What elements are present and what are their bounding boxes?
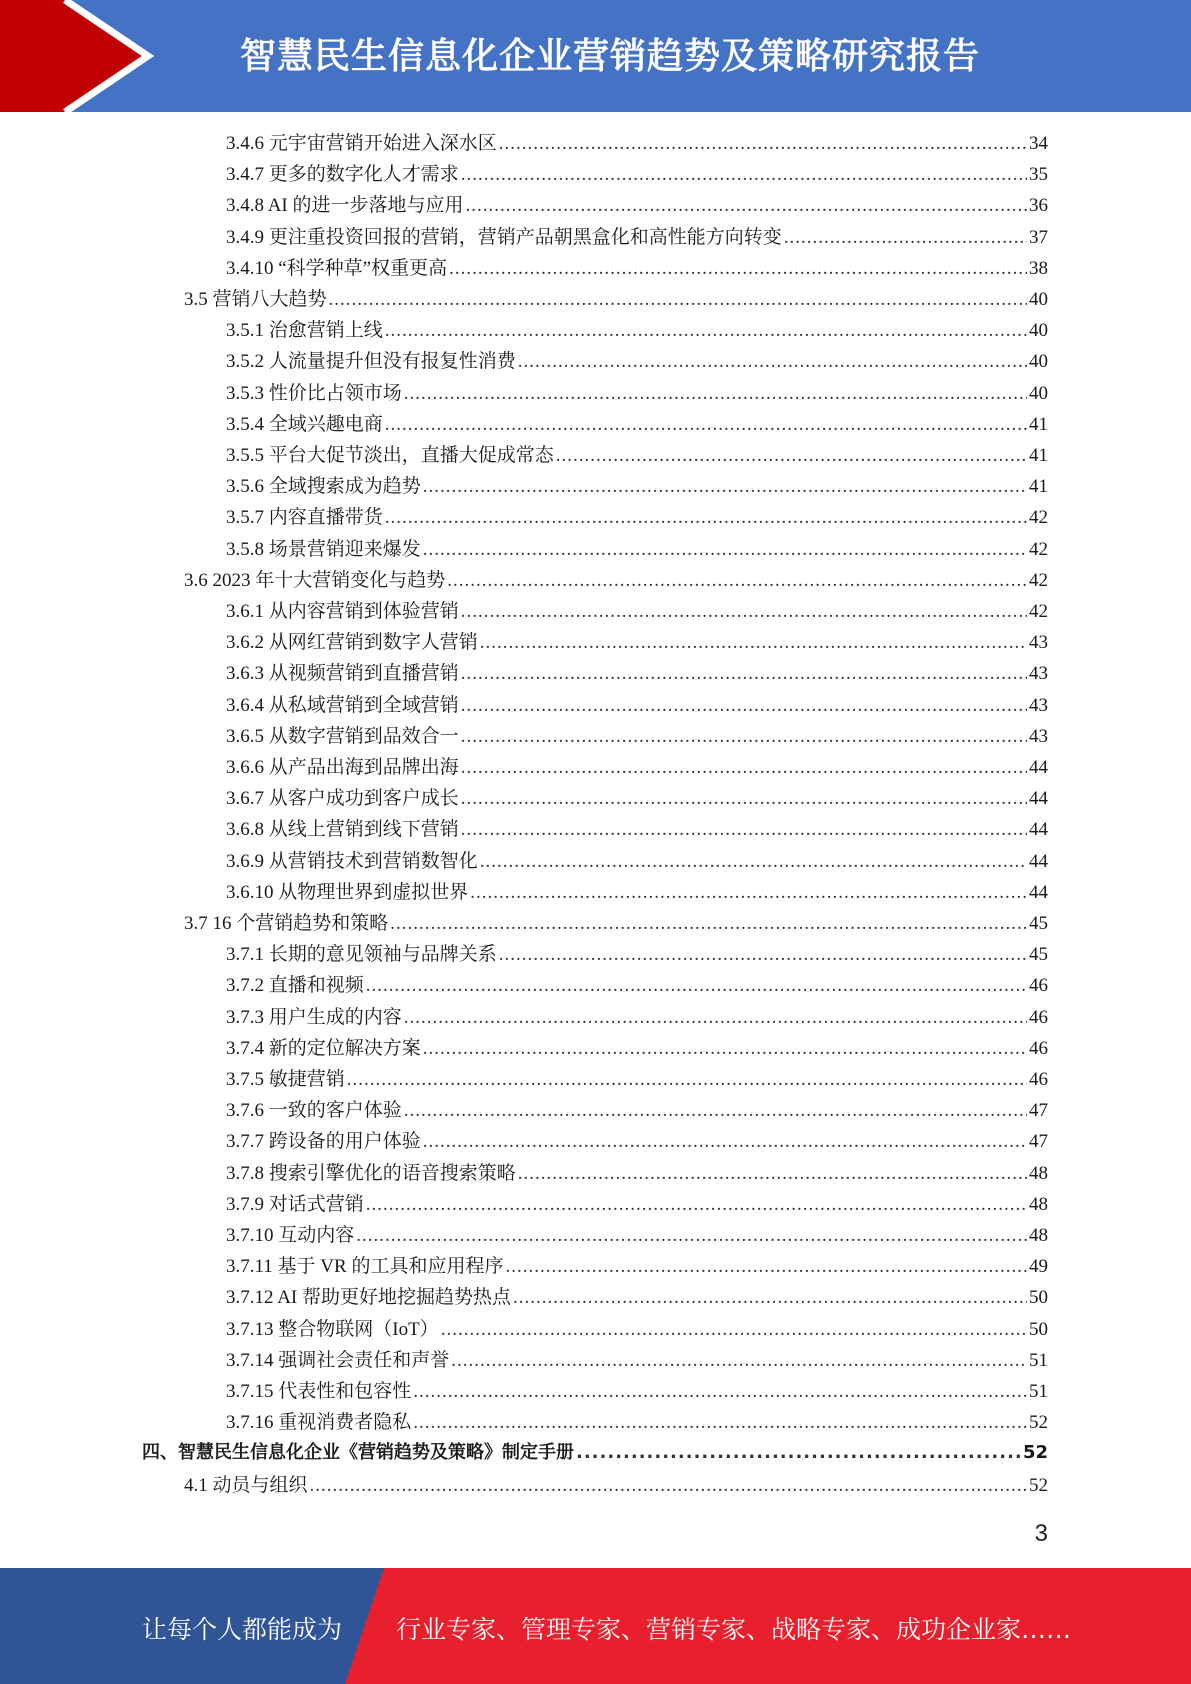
toc-dot-leader xyxy=(310,1475,1027,1497)
toc-entry-page: 40 xyxy=(1029,320,1048,342)
toc-entry[interactable] xyxy=(184,908,1048,939)
toc-entry[interactable] xyxy=(226,596,1048,627)
toc-entry-page: 43 xyxy=(1029,632,1048,654)
page-number: 3 xyxy=(1034,1520,1048,1547)
toc-entry-label: 3.7.3 用户生成的内容 xyxy=(226,1006,402,1028)
toc-entry-label: 3.7.2 直播和视频 xyxy=(226,975,364,997)
toc-entry-label: 3.5.3 性价比占领市场 xyxy=(226,382,402,404)
toc-dot-leader xyxy=(480,632,1027,654)
toc-dot-leader xyxy=(499,944,1027,966)
toc-entry[interactable] xyxy=(226,690,1048,721)
toc-entry-page: 37 xyxy=(1029,226,1048,248)
toc-entry-label: 3.7.11 基于 VR 的工具和应用程序 xyxy=(226,1256,504,1278)
toc-dot-leader xyxy=(356,1225,1027,1247)
toc-entry-label: 3.6.8 从线上营销到线下营销 xyxy=(226,819,459,841)
toc-entry[interactable] xyxy=(226,877,1048,908)
toc-entry[interactable] xyxy=(184,565,1048,596)
toc-entry[interactable] xyxy=(226,190,1048,221)
toc-entry-label: 3.7.15 代表性和包容性 xyxy=(226,1381,412,1402)
toc-entry[interactable] xyxy=(226,627,1048,658)
toc-dot-leader xyxy=(447,570,1027,592)
toc-entry-page: 44 xyxy=(1029,757,1048,778)
toc-entry[interactable] xyxy=(226,222,1048,253)
toc-dot-leader xyxy=(423,1038,1027,1060)
toc-entry-page: 41 xyxy=(1029,445,1048,466)
toc-entry-page: 45 xyxy=(1029,913,1048,934)
toc-dot-leader xyxy=(413,1412,1027,1434)
toc-entry[interactable] xyxy=(226,378,1048,409)
toc-entry-label: 3.5.6 全域搜索成为趋势 xyxy=(226,476,421,498)
toc-entry-page: 44 xyxy=(1029,788,1048,810)
toc-dot-leader xyxy=(556,445,1027,467)
toc-entry[interactable] xyxy=(226,1158,1048,1189)
toc-dot-leader xyxy=(404,383,1027,405)
toc-entry-label: 3.7.14 强调社会责任和声誉 xyxy=(226,1349,450,1371)
toc-entry-label: 3.7 16 个营销趋势和策略 xyxy=(184,913,389,934)
header-red-chevron xyxy=(0,0,148,112)
toc-entry-label: 3.6.1 从内容营销到体验营销 xyxy=(226,601,459,622)
toc-entry-page: 51 xyxy=(1029,1349,1048,1371)
header-title: 智慧民生信息化企业营销趋势及策略研究报告 xyxy=(240,36,981,77)
toc-entry[interactable] xyxy=(226,783,1048,814)
toc-entry-page: 46 xyxy=(1029,1069,1048,1090)
toc-entry[interactable] xyxy=(226,253,1048,284)
toc-dot-leader xyxy=(449,258,1027,280)
toc-entry-label: 3.6.9 从营销技术到营销数智化 xyxy=(226,850,478,872)
toc-entry[interactable] xyxy=(226,814,1048,845)
toc-entry-label: 3.6.7 从客户成功到客户成长 xyxy=(226,788,459,810)
toc-entry-label: 3.6.10 从物理世界到虚拟世界 xyxy=(226,881,469,903)
toc-entry-label: 3.7.9 对话式营销 xyxy=(226,1193,364,1215)
toc-dot-leader xyxy=(461,164,1027,186)
toc-dot-leader xyxy=(518,1163,1027,1185)
toc-dot-leader xyxy=(423,539,1027,561)
toc-entry-label: 3.5.4 全域兴趣电商 xyxy=(226,413,383,435)
toc-entry-page: 52 xyxy=(1029,1412,1048,1434)
toc-entry-page: 45 xyxy=(1029,944,1048,966)
toc-entry[interactable] xyxy=(226,1189,1048,1220)
toc-entry[interactable] xyxy=(226,1314,1048,1345)
toc-entry[interactable] xyxy=(226,1345,1048,1376)
toc-entry-page: 43 xyxy=(1029,694,1048,716)
toc-entry[interactable] xyxy=(226,1220,1048,1251)
toc-entry-label: 3.5.7 内容直播带货 xyxy=(226,507,383,529)
toc-dot-leader xyxy=(404,1100,1027,1122)
toc-entry-page: 50 xyxy=(1029,1287,1048,1309)
toc-entry-page: 42 xyxy=(1029,569,1048,591)
toc-dot-leader xyxy=(499,133,1027,155)
toc-entry-label: 3.7.5 敏捷营销 xyxy=(226,1069,345,1090)
toc-dot-leader xyxy=(576,1442,1021,1463)
toc-entry-label: 3.7.6 一致的客户体验 xyxy=(226,1100,402,1122)
toc-entry-label: 3.7.13 整合物联网（IoT） xyxy=(226,1318,439,1340)
toc-entry[interactable] xyxy=(142,1438,1048,1469)
toc-dot-leader xyxy=(480,851,1027,873)
toc-entry[interactable] xyxy=(226,752,1048,783)
toc-entry-label: 四、智慧民生信息化企业《营销趋势及策略》制定手册 xyxy=(142,1442,574,1464)
toc-entry-label: 3.4.9 更注重投资回报的营销，营销产品朝黑盒化和高性能方向转变 xyxy=(226,226,782,248)
toc-entry-page: 46 xyxy=(1029,1006,1048,1028)
toc-dot-leader xyxy=(347,1069,1027,1091)
toc-dot-leader xyxy=(784,227,1027,249)
toc-entry[interactable] xyxy=(226,1064,1048,1095)
toc-entry[interactable] xyxy=(226,315,1048,346)
toc-entry[interactable] xyxy=(226,1376,1048,1407)
toc-entry-label: 3.5.1 治愈营销上线 xyxy=(226,320,383,342)
toc-entry-page: 43 xyxy=(1029,663,1048,685)
toc-entry-page: 48 xyxy=(1029,1225,1048,1246)
toc-entry-page: 46 xyxy=(1029,1037,1048,1059)
toc-entry[interactable] xyxy=(226,1282,1048,1313)
toc-entry-label: 3.6.2 从网红营销到数字人营销 xyxy=(226,632,478,654)
toc-entry-label: 3.5 营销八大趋势 xyxy=(184,289,327,310)
toc-dot-leader xyxy=(466,195,1027,217)
toc-dot-leader xyxy=(461,695,1027,717)
toc-entry-page: 52 xyxy=(1022,1442,1048,1464)
footer-slogan-left: 让每个人都能成为 xyxy=(142,1615,343,1644)
toc-entry-label: 3.7.10 互动内容 xyxy=(226,1225,355,1246)
toc-entry-page: 44 xyxy=(1029,850,1048,872)
toc-dot-leader xyxy=(441,1319,1027,1341)
footer-slogan-right: 行业专家、管理专家、营销专家、战略专家、成功企业家…… xyxy=(396,1615,1072,1644)
toc-entry-page: 44 xyxy=(1029,819,1048,841)
toc-entry-label: 3.6.3 从视频营销到直播营销 xyxy=(226,663,459,685)
toc-entry-label: 3.5.2 人流量提升但没有报复性消费 xyxy=(226,351,516,373)
toc-entry[interactable] xyxy=(226,409,1048,440)
toc-dot-leader xyxy=(329,289,1027,311)
page-header xyxy=(0,0,1191,112)
toc-entry[interactable] xyxy=(226,502,1048,533)
toc-entry[interactable] xyxy=(226,1002,1048,1033)
toc-dot-leader xyxy=(385,320,1027,342)
toc-entry-page: 48 xyxy=(1029,1162,1048,1184)
toc-dot-leader xyxy=(461,757,1027,779)
toc-dot-leader xyxy=(385,414,1027,436)
toc-dot-leader xyxy=(461,663,1027,685)
toc-entry-page: 35 xyxy=(1029,164,1048,186)
toc-entry-label: 3.6.6 从产品出海到品牌出海 xyxy=(226,757,459,778)
toc-entry-page: 43 xyxy=(1029,725,1048,747)
toc-entry-label: 3.4.7 更多的数字化人才需求 xyxy=(226,164,459,186)
toc-entry-label: 3.6.4 从私域营销到全域营销 xyxy=(226,694,459,716)
toc-entry-page: 42 xyxy=(1029,601,1048,622)
toc-dot-leader xyxy=(423,1131,1027,1153)
toc-dot-leader xyxy=(461,726,1027,748)
toc-dot-leader xyxy=(390,913,1027,935)
toc-entry-label: 3.6 2023 年十大营销变化与趋势 xyxy=(184,569,446,591)
toc-entry-label: 3.7.16 重视消费者隐私 xyxy=(226,1412,412,1434)
toc-entry[interactable] xyxy=(226,846,1048,877)
toc-dot-leader xyxy=(423,476,1027,498)
toc-entry-label: 3.6.5 从数字营销到品效合一 xyxy=(226,725,459,747)
toc-entry-page: 44 xyxy=(1029,881,1048,903)
toc-entry-page: 51 xyxy=(1029,1381,1048,1402)
toc-dot-leader xyxy=(451,1350,1027,1372)
toc-dot-leader xyxy=(413,1381,1027,1403)
toc-entry-label: 3.4.6 元宇宙营销开始进入深水区 xyxy=(226,133,497,154)
toc-entry[interactable] xyxy=(226,440,1048,471)
toc-entry-label: 4.1 动员与组织 xyxy=(184,1474,308,1496)
toc-entry-page: 40 xyxy=(1029,289,1048,310)
toc-entry-label: 3.5.5 平台大促节淡出，直播大促成常态 xyxy=(226,445,554,466)
toc-entry[interactable] xyxy=(226,1033,1048,1064)
toc-entry-page: 38 xyxy=(1029,257,1048,279)
toc-entry-label: 3.7.7 跨设备的用户体验 xyxy=(226,1131,421,1153)
toc-entry[interactable] xyxy=(226,1407,1048,1438)
toc-entry-page: 40 xyxy=(1029,382,1048,404)
toc-entry-page: 42 xyxy=(1029,507,1048,529)
toc-entry[interactable] xyxy=(226,471,1048,502)
toc-entry-label: 3.7.12 AI 帮助更好地挖掘趋势热点 xyxy=(226,1287,512,1309)
toc-entry-page: 40 xyxy=(1029,351,1048,373)
toc-dot-leader xyxy=(385,507,1027,529)
toc-entry[interactable] xyxy=(226,939,1048,970)
toc-entry-label: 3.7.8 搜索引擎优化的语音搜索策略 xyxy=(226,1162,516,1184)
toc-dot-leader xyxy=(366,975,1027,997)
toc-entry[interactable] xyxy=(226,970,1048,1001)
toc-dot-leader xyxy=(461,788,1027,810)
toc-dot-leader xyxy=(513,1287,1027,1309)
toc-entry-page: 47 xyxy=(1029,1100,1048,1122)
toc-entry-page: 50 xyxy=(1029,1318,1048,1340)
toc-entry[interactable] xyxy=(226,128,1048,159)
toc-entry-label: 3.5.8 场景营销迎来爆发 xyxy=(226,538,421,560)
toc-entry-page: 41 xyxy=(1029,413,1048,435)
toc-entry[interactable] xyxy=(226,1126,1048,1157)
toc-entry[interactable] xyxy=(226,658,1048,689)
toc-entry-page: 41 xyxy=(1029,476,1048,498)
toc-entry-page: 49 xyxy=(1029,1256,1048,1278)
toc-dot-leader xyxy=(366,1194,1027,1216)
toc-dot-leader xyxy=(461,601,1027,623)
toc-entry[interactable] xyxy=(226,721,1048,752)
toc-entry-label: 3.7.1 长期的意见领袖与品牌关系 xyxy=(226,944,497,966)
toc-dot-leader xyxy=(461,819,1027,841)
toc-entry-page: 36 xyxy=(1029,195,1048,217)
toc-entry-page: 46 xyxy=(1029,975,1048,997)
toc-entry[interactable] xyxy=(184,1470,1048,1501)
toc-entry[interactable] xyxy=(226,1251,1048,1282)
toc-entry[interactable] xyxy=(184,284,1048,315)
toc-entry-page: 47 xyxy=(1029,1131,1048,1153)
toc-entry[interactable] xyxy=(226,346,1048,377)
toc-entry-page: 48 xyxy=(1029,1193,1048,1215)
page-footer xyxy=(0,1568,1191,1684)
toc-dot-leader xyxy=(505,1256,1027,1278)
toc-dot-leader xyxy=(518,351,1027,373)
toc-dot-leader xyxy=(404,1007,1027,1029)
toc-dot-leader xyxy=(470,882,1027,904)
toc-entry[interactable] xyxy=(226,1095,1048,1126)
toc-entry-page: 52 xyxy=(1029,1474,1048,1496)
toc-entry[interactable] xyxy=(226,534,1048,565)
toc-entry-page: 34 xyxy=(1029,133,1048,154)
toc-entry[interactable] xyxy=(226,159,1048,190)
toc-entry-label: 3.7.4 新的定位解决方案 xyxy=(226,1037,421,1059)
toc-entry-label: 3.4.10 “科学种草”权重更高 xyxy=(226,257,448,279)
toc-entry-label: 3.4.8 AI 的进一步落地与应用 xyxy=(226,195,464,217)
toc-entry-page: 42 xyxy=(1029,538,1048,560)
